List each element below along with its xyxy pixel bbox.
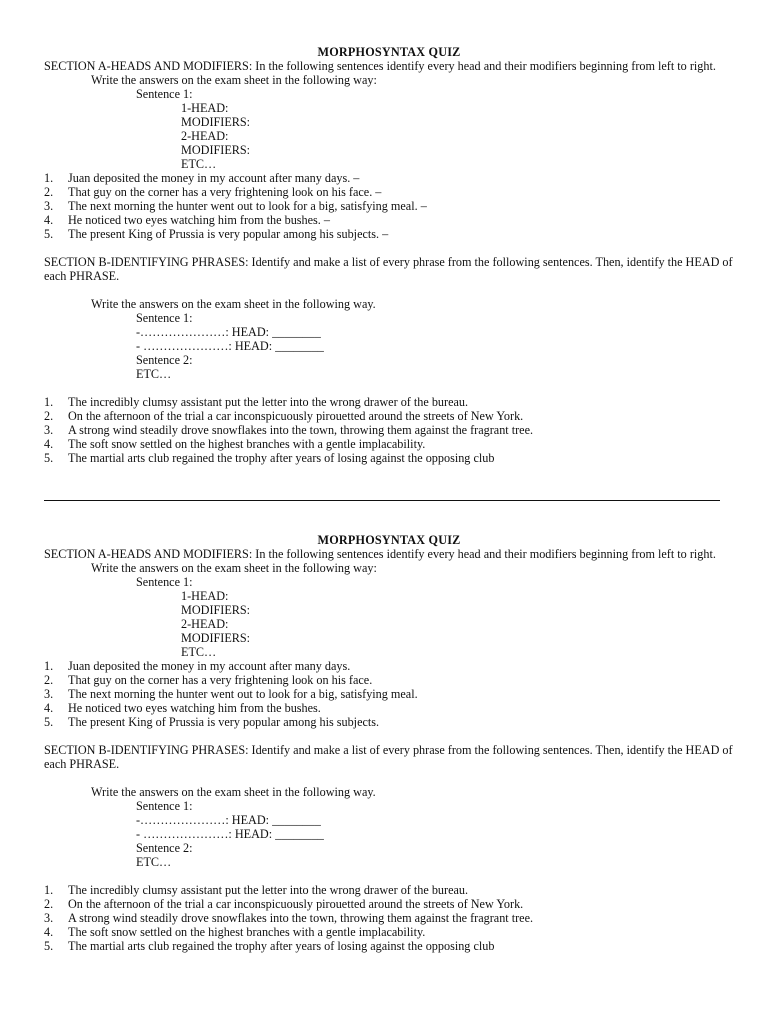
- list-number: 3.: [44, 687, 54, 701]
- sentence-text: The martial arts club regained the trophy after years of losing against the opposing club: [68, 939, 495, 953]
- head-2-label: 2-HEAD:: [181, 129, 229, 143]
- section-a-intro: SECTION A-HEADS AND MODIFIERS: In the following sentences identify every head and their modifiers beginning from left to right.: [44, 547, 716, 561]
- list-number: 4.: [44, 437, 54, 451]
- list-number: 1.: [44, 395, 54, 409]
- sentence-text: The soft snow settled on the highest branches with a gentle implacability.: [68, 437, 426, 451]
- spacer: [44, 869, 734, 883]
- list-number: 3.: [44, 199, 54, 213]
- list-item: [44, 185, 734, 199]
- section-a-sentence-list: [44, 171, 734, 241]
- sentence-label: Sentence 1:: [136, 87, 193, 101]
- list-number: 2.: [44, 185, 54, 199]
- section-a-instruction: Write the answers on the exam sheet in the following way:: [91, 73, 377, 87]
- list-item: [44, 701, 734, 715]
- list-item: [44, 199, 734, 213]
- list-item: [44, 171, 734, 185]
- section-a-instruction: Write the answers on the exam sheet in the following way:: [91, 561, 377, 575]
- quiz-copy-1: [44, 45, 734, 465]
- list-number: 2.: [44, 897, 54, 911]
- sentence-text: The martial arts club regained the trophy after years of losing against the opposing club: [68, 451, 495, 465]
- list-number: 5.: [44, 227, 54, 241]
- sentence-2-label: Sentence 2:: [136, 841, 193, 855]
- list-number: 4.: [44, 925, 54, 939]
- modifiers-1-label: MODIFIERS:: [181, 603, 251, 617]
- list-number: 3.: [44, 911, 54, 925]
- list-number: 5.: [44, 939, 54, 953]
- list-item: [44, 423, 734, 437]
- sentence-text: The present King of Prussia is very popular among his subjects.: [68, 715, 380, 729]
- modifiers-2-label: MODIFIERS:: [181, 631, 251, 645]
- sentence-text: The next morning the hunter went out to look for a big, satisfying meal.: [68, 687, 418, 701]
- list-item: [44, 939, 734, 953]
- sentence-text: The incredibly clumsy assistant put the letter into the wrong drawer of the bureau.: [68, 883, 469, 897]
- sentence-text: The soft snow settled on the highest branches with a gentle implacability.: [68, 925, 426, 939]
- section-b-sentence-list: [44, 883, 734, 953]
- spacer: [44, 241, 734, 255]
- head-1-label: 1-HEAD:: [181, 101, 229, 115]
- section-b-sentence-list: [44, 395, 734, 465]
- list-number: 1.: [44, 659, 54, 673]
- etc-label: ETC…: [136, 855, 172, 869]
- spacer: [44, 729, 734, 743]
- etc-label: ETC…: [181, 157, 217, 171]
- sentence-text: He noticed two eyes watching him from the bushes.: [68, 701, 321, 715]
- cut-line-divider: [44, 500, 720, 501]
- sentence-text: The present King of Prussia is very popular among his subjects. –: [68, 227, 389, 241]
- sentence-text: Juan deposited the money in my account after many days. –: [68, 171, 360, 185]
- sentence-2-label: Sentence 2:: [136, 353, 193, 367]
- head-2-label: 2-HEAD:: [181, 617, 229, 631]
- quiz-title: MORPHOSYNTAX QUIZ: [317, 45, 461, 59]
- list-number: 3.: [44, 423, 54, 437]
- list-item: [44, 227, 734, 241]
- sentence-label: Sentence 1:: [136, 575, 193, 589]
- list-number: 1.: [44, 171, 54, 185]
- quiz-copy-2: [44, 533, 734, 953]
- list-number: 2.: [44, 409, 54, 423]
- answer-line-1: -…………………: HEAD: ________: [136, 813, 321, 827]
- spacer: [44, 283, 734, 297]
- sentence-text: The incredibly clumsy assistant put the letter into the wrong drawer of the bureau.: [68, 395, 469, 409]
- list-item: [44, 883, 734, 897]
- section-b-intro: SECTION B-IDENTIFYING PHRASES: Identify and make a list of every phrase from the following sentences. Then, identify the HEAD of each PHRASE.: [44, 255, 733, 283]
- head-1-label: 1-HEAD:: [181, 589, 229, 603]
- list-item: [44, 911, 734, 925]
- list-item: [44, 409, 734, 423]
- answer-line-1: -…………………: HEAD: ________: [136, 325, 321, 339]
- sentence-text: Juan deposited the money in my account after many days.: [68, 659, 351, 673]
- modifiers-2-label: MODIFIERS:: [181, 143, 251, 157]
- answer-line-2: - …………………: HEAD: ________: [136, 827, 324, 841]
- sentence-text: That guy on the corner has a very frightening look on his face. –: [68, 185, 382, 199]
- list-item: [44, 659, 734, 673]
- list-item: [44, 451, 734, 465]
- sentence-text: That guy on the corner has a very frightening look on his face.: [68, 673, 373, 687]
- spacer: [44, 771, 734, 785]
- list-number: 5.: [44, 451, 54, 465]
- sentence-text: On the afternoon of the trial a car inconspicuously pirouetted around the streets of New York.: [68, 409, 524, 423]
- sentence-text: On the afternoon of the trial a car inconspicuously pirouetted around the streets of New York.: [68, 897, 524, 911]
- sentence-text: A strong wind steadily drove snowflakes into the town, throwing them against the fragrant tree.: [68, 423, 534, 437]
- list-item: [44, 925, 734, 939]
- section-b-instruction: Write the answers on the exam sheet in the following way.: [91, 785, 376, 799]
- sentence-1-label: Sentence 1:: [136, 799, 193, 813]
- list-number: 5.: [44, 715, 54, 729]
- section-a-sentence-list: [44, 659, 734, 729]
- answer-line-2: - …………………: HEAD: ________: [136, 339, 324, 353]
- list-item: [44, 673, 734, 687]
- list-item: [44, 213, 734, 227]
- list-number: 2.: [44, 673, 54, 687]
- section-a-intro: SECTION A-HEADS AND MODIFIERS: In the following sentences identify every head and their modifiers beginning from left to right.: [44, 59, 716, 73]
- etc-label: ETC…: [136, 367, 172, 381]
- sentence-text: A strong wind steadily drove snowflakes into the town, throwing them against the fragrant tree.: [68, 911, 534, 925]
- sentence-text: The next morning the hunter went out to look for a big, satisfying meal. –: [68, 199, 427, 213]
- list-item: [44, 715, 734, 729]
- spacer: [44, 381, 734, 395]
- list-number: 4.: [44, 701, 54, 715]
- list-item: [44, 437, 734, 451]
- sentence-1-label: Sentence 1:: [136, 311, 193, 325]
- list-item: [44, 687, 734, 701]
- section-b-intro: SECTION B-IDENTIFYING PHRASES: Identify and make a list of every phrase from the following sentences. Then, identify the HEAD of each PHRASE.: [44, 743, 733, 771]
- quiz-title: MORPHOSYNTAX QUIZ: [317, 533, 461, 547]
- list-number: 1.: [44, 883, 54, 897]
- modifiers-1-label: MODIFIERS:: [181, 115, 251, 129]
- list-item: [44, 897, 734, 911]
- section-b-instruction: Write the answers on the exam sheet in the following way.: [91, 297, 376, 311]
- etc-label: ETC…: [181, 645, 217, 659]
- list-item: [44, 395, 734, 409]
- list-number: 4.: [44, 213, 54, 227]
- sentence-text: He noticed two eyes watching him from the bushes. –: [68, 213, 330, 227]
